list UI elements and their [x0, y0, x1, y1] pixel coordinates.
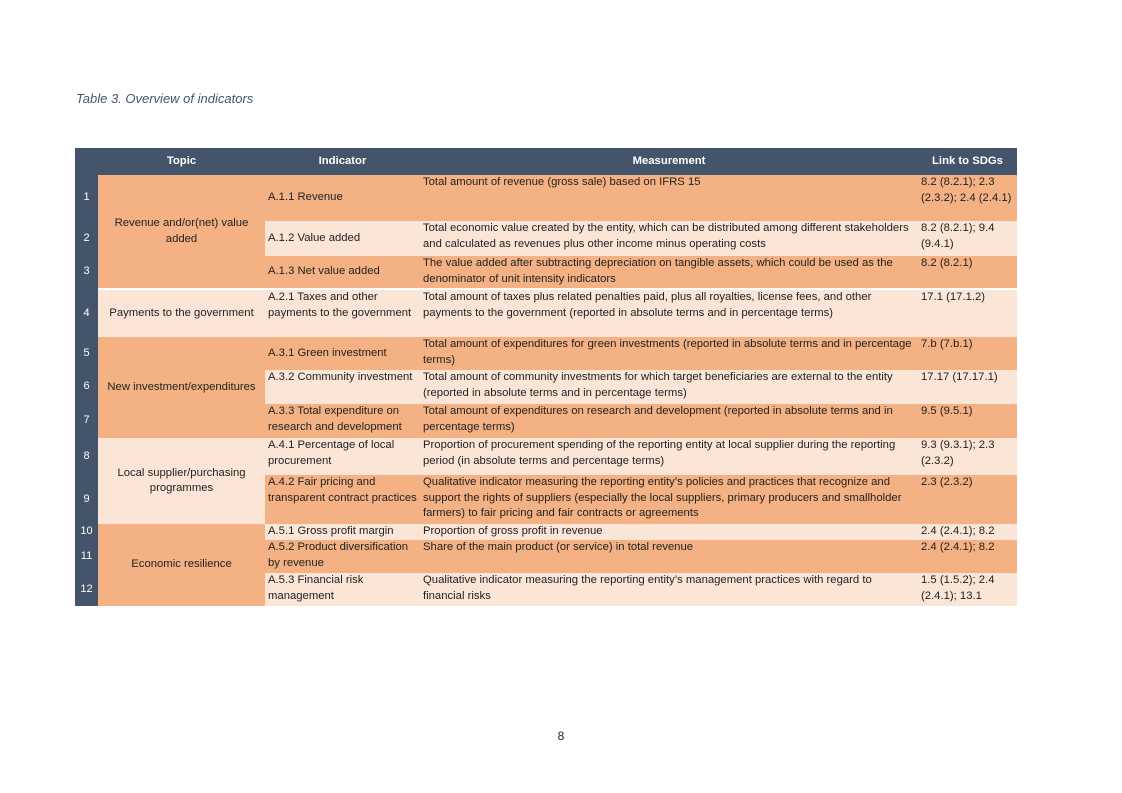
table-row	[75, 175, 1017, 221]
table-caption: Table 3. Overview of indicators	[76, 91, 254, 106]
indicator-cell: A.5.2 Product diversification by revenue	[265, 540, 420, 573]
measurement-cell: Total amount of community investments for which target beneficiaries are external to the entity (reported in absolute terms and in percentage terms)	[420, 370, 918, 404]
indicator-cell: A.4.1 Percentage of local procurement	[265, 438, 420, 475]
row-number: 10	[75, 524, 98, 540]
measurement-cell: Share of the main product (or service) in total revenue	[420, 540, 918, 573]
sdg-cell: 9.3 (9.3.1); 2.3 (2.3.2)	[918, 438, 1017, 475]
topic-cell: New investment/expenditures	[98, 337, 265, 438]
header-topic: Topic	[98, 148, 265, 175]
table-row	[75, 438, 1017, 475]
sdg-cell: 2.4 (2.4.1); 8.2	[918, 540, 1017, 573]
indicator-cell: A.3.3 Total expenditure on research and development	[265, 404, 420, 438]
sdg-cell: 2.3 (2.3.2)	[918, 475, 1017, 524]
measurement-cell: Total economic value created by the entity, which can be distributed among different stakeholders and calculated as revenues plus other income minus operating costs	[420, 221, 918, 256]
topic-cell: Local supplier/purchasing programmes	[98, 438, 265, 524]
sdg-cell: 17.17 (17.17.1)	[918, 370, 1017, 404]
indicator-cell: A.3.1 Green investment	[265, 337, 420, 370]
sdg-cell: 8.2 (8.2.1); 2.3 (2.3.2); 2.4 (2.4.1)	[918, 175, 1017, 221]
row-number: 1	[75, 175, 98, 221]
row-number: 7	[75, 404, 98, 438]
table-row	[75, 524, 1017, 540]
indicators-table	[75, 148, 1017, 606]
indicator-cell: A.1.1 Revenue	[265, 175, 420, 221]
indicator-cell: A.5.1 Gross profit margin	[265, 524, 420, 540]
measurement-cell: Total amount of expenditures on research and development (reported in absolute terms and in percentage terms)	[420, 404, 918, 438]
measurement-cell: Total amount of expenditures for green investments (reported in absolute terms and in percentage terms)	[420, 337, 918, 370]
indicator-cell: A.5.3 Financial risk management	[265, 573, 420, 606]
sdg-cell: 7.b (7.b.1)	[918, 337, 1017, 370]
sdg-cell: 17.1 (17.1.2)	[918, 289, 1017, 337]
sdg-cell: 8.2 (8.2.1); 9.4 (9.4.1)	[918, 221, 1017, 256]
indicator-cell: A.4.2 Fair pricing and transparent contract practices	[265, 475, 420, 524]
measurement-cell: Total amount of taxes plus related penalties paid, plus all royalties, license fees, and other payments to the government (reported in absolute terms and in percentage terms)	[420, 289, 918, 337]
measurement-cell: Total amount of revenue (gross sale) based on IFRS 15	[420, 175, 918, 221]
measurement-cell: Proportion of procurement spending of the reporting entity at local supplier during the reporting period (in absolute terms and percentage terms)	[420, 438, 918, 475]
topic-cell: Revenue and/or(net) value added	[98, 175, 265, 289]
row-number: 11	[75, 540, 98, 573]
table-row	[75, 337, 1017, 370]
table-row	[75, 289, 1017, 337]
header-sdg: Link to SDGs	[918, 148, 1017, 175]
row-number: 6	[75, 370, 98, 404]
header-num	[75, 148, 98, 175]
row-number: 9	[75, 475, 98, 524]
measurement-cell: Qualitative indicator measuring the reporting entity’s policies and practices that recognize and support the rights of suppliers (especially the local suppliers, primary producers and smallholder farmers) to fair pricing and fair contracts or agreements	[420, 475, 918, 524]
row-number: 8	[75, 438, 98, 475]
row-number: 4	[75, 289, 98, 337]
sdg-cell: 8.2 (8.2.1)	[918, 256, 1017, 289]
indicator-cell: A.2.1 Taxes and other payments to the government	[265, 289, 420, 337]
indicator-cell: A.1.3 Net value added	[265, 256, 420, 289]
topic-cell: Payments to the government	[98, 289, 265, 337]
header-indicator: Indicator	[265, 148, 420, 175]
sdg-cell: 1.5 (1.5.2); 2.4 (2.4.1); 13.1	[918, 573, 1017, 606]
table-header-row	[75, 148, 1017, 175]
row-number: 2	[75, 221, 98, 256]
topic-cell: Economic resilience	[98, 524, 265, 606]
measurement-cell: The value added after subtracting depreciation on tangible assets, which could be used as the denominator of unit intensity indicators	[420, 256, 918, 289]
indicator-cell: A.3.2 Community investment	[265, 370, 420, 404]
row-number: 3	[75, 256, 98, 289]
sdg-cell: 9.5 (9.5.1)	[918, 404, 1017, 438]
indicator-cell: A.1.2 Value added	[265, 221, 420, 256]
row-number: 5	[75, 337, 98, 370]
header-measurement: Measurement	[420, 148, 918, 175]
page-number: 8	[557, 729, 565, 743]
row-number: 12	[75, 573, 98, 606]
sdg-cell: 2.4 (2.4.1); 8.2	[918, 524, 1017, 540]
measurement-cell: Qualitative indicator measuring the reporting entity’s management practices with regard to financial risks	[420, 573, 918, 606]
measurement-cell: Proportion of gross profit in revenue	[420, 524, 918, 540]
